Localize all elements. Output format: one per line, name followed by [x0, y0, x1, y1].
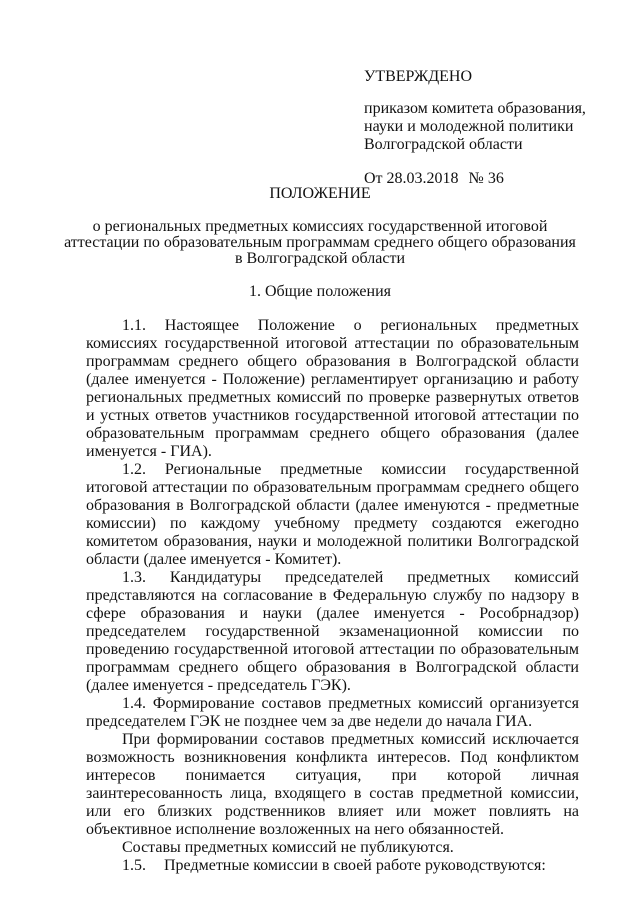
paragraph-not-published: Составы предметных комиссий не публикуются.: [122, 839, 454, 856]
paragraph-1-1: 1.1. Настоящее Положение о региональных предметных комиссиях государственной итоговой аттестации по образовательным программам среднего общего образования в Волгоградской области (далее именуется - Положение) регламентирует организацию и работу региональных предметных комиссий по проверке развернутых ответов и устных ответов участников государственной итоговой аттестации по образовательным программам среднего общего образования (далее именуется - ГИА).: [86, 317, 579, 460]
document-title-block: [60, 185, 580, 267]
order-date: От 28.03.2018: [364, 170, 459, 187]
document-subtitle-line: о региональных предметных комиссиях государственной итоговой: [92, 218, 548, 235]
paragraph-1-3: 1.3. Кандидатуры председателей предметных комиссий представляются на согласование в Федеральную службу по надзору в сфере образования и науки (далее именуется - Рособрнадзор) председателем государственной экзаменационной комиссии по проведению государственной итоговой аттестации по образовательным программам среднего общего образования в Волгоградской области (далее именуется - председатель ГЭК).: [86, 569, 579, 694]
order-number: № 36: [468, 170, 504, 187]
paragraph-1-5-number: 1.5.: [122, 857, 146, 874]
approval-line: приказом комитета образования,: [364, 100, 586, 117]
document-subtitle-line: аттестации по образовательным программам среднего общего образования: [64, 234, 576, 251]
paragraph-1-4: 1.4. Формирование составов предметных комиссий организуется председателем ГЭК не позднее чем за две недели до начала ГИА.: [86, 695, 579, 730]
approval-block: [364, 68, 604, 188]
paragraph-1-2: 1.2. Региональные предметные комиссии государственной итоговой аттестации по образовательным программам среднего общего образования в Волгоградской области (далее именуются - предметные комиссии) по каждому учебному предмету создаются ежегодно комитетом образования, науки и молодежной политики Волгоградской области (далее именуется - Комитет).: [86, 461, 579, 568]
paragraph-1-5: [86, 857, 579, 875]
approval-line: науки и молодежной политики: [364, 118, 574, 135]
document-subtitle-line: в Волгоградской области: [234, 250, 406, 267]
document-body: [86, 317, 579, 875]
approval-line: Волгоградской области: [364, 136, 523, 153]
document-title: ПОЛОЖЕНИЕ: [269, 185, 371, 202]
approval-heading: УТВЕРЖДЕНО: [364, 68, 473, 85]
paragraph-conflict-of-interest: При формировании составов предметных комиссий исключается возможность возникновения конфликта интересов. Под конфликтом интересов понимается ситуация, при которой личная заинтересованность лица, входящего в состав предметной комиссии, или его близких родственников влияет или может повлиять на объективное исполнение возложенных на него обязанностей.: [86, 731, 579, 838]
paragraph-1-5-text: Предметные комиссии в своей работе руководствуются:: [164, 857, 546, 874]
section-heading: 1. Общие положения: [248, 283, 392, 300]
